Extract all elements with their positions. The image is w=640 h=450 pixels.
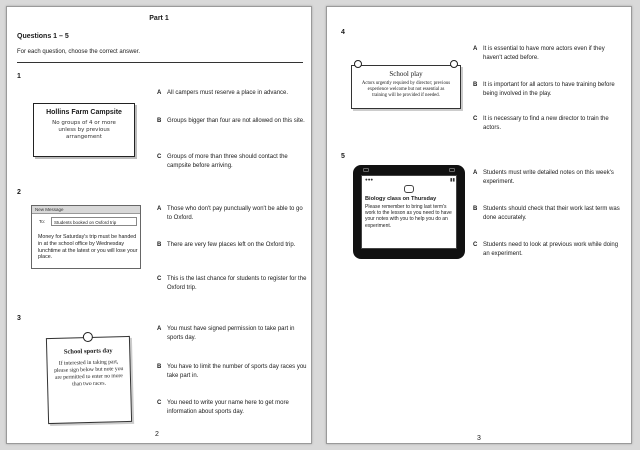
phone-screen (361, 175, 457, 249)
email-to-label: To: (39, 219, 46, 224)
page-number: 2 (155, 431, 159, 438)
email-window-title: New Message (32, 206, 140, 214)
instructions: For each question, choose the correct answer. (17, 49, 141, 55)
phone-message-body: Please remember to bring last term's work to the lesson as you need to have your notes with you to help you do an experiment. (365, 204, 452, 229)
email-window (31, 205, 141, 269)
question-4-option-a[interactable]: A It is essential to have more actors even if they haven't acted before. (473, 46, 605, 61)
question-3-option-b[interactable]: B You have to limit the number of sports day races you take part in. (157, 364, 307, 379)
question-5-option-c[interactable]: C Students need to look at previous work while doing an experiment. (473, 242, 619, 257)
question-2-option-c[interactable]: C This is the last chance for students to register for the Oxford trip. (157, 276, 307, 291)
question-3-number: 3 (17, 315, 21, 322)
question-3-option-c[interactable]: C You need to write your name here to get more information about sports day. (157, 400, 289, 415)
question-1-option-c[interactable]: C Groups of more than three should contact the campsite before arriving. (157, 154, 288, 169)
question-4-option-b[interactable]: B It is important for all actors to have training before being involved in the play. (473, 82, 615, 97)
question-2-option-a[interactable]: A Those who don't pay punctually won't be able to go to Oxford. (157, 206, 303, 221)
question-5-option-b[interactable]: B Students should check that their work last term was done accurately. (473, 206, 620, 221)
pushpin-icon (354, 60, 362, 68)
question-3-option-a[interactable]: A You must have signed permission to take part in sports day. (157, 326, 295, 341)
page-number: 3 (477, 435, 481, 442)
question-5-number: 5 (341, 153, 345, 160)
phone-status-bar: ●●● ▮▮ (365, 177, 455, 182)
question-1-option-a[interactable]: A All campers must reserve a place in advance. (157, 90, 289, 96)
phone-message-title: Biology class on Thursday (365, 196, 437, 202)
question-4-number: 4 (341, 29, 345, 36)
divider (17, 62, 303, 63)
phone-speaker-icon (363, 168, 369, 172)
school-play-body: Actors urgently required by director; previous experience welcome but not essential as training will be provided if needed. (361, 81, 451, 98)
school-play-title: School play (389, 70, 423, 78)
sports-day-title: School sports day (63, 347, 113, 356)
campsite-sign (33, 103, 135, 157)
question-4-option-c[interactable]: C It is necessary to find a new director to train the actors. (473, 116, 609, 131)
home-icon (404, 185, 414, 193)
phone-camera-icon (449, 168, 455, 172)
part-title: Part 1 (149, 15, 169, 22)
question-1-option-b[interactable]: B Groups bigger than four are not allowed on this site. (157, 118, 305, 124)
sports-day-notice (46, 336, 132, 424)
school-play-notice (351, 65, 461, 109)
question-5-option-a[interactable]: A Students must write detailed notes on this week's experiment. (473, 170, 614, 185)
sports-day-body: If interested in taking part, please sign below but note you are permitted to enter no more than two races. (54, 359, 124, 388)
campsite-sign-body: No groups of 4 or more unless by previous arrangement (52, 120, 116, 140)
email-to-field: Students booked on Oxford trip (51, 217, 137, 226)
question-1-number: 1 (17, 73, 21, 80)
pushpin-icon (83, 332, 93, 342)
question-2-number: 2 (17, 189, 21, 196)
page-left (6, 6, 312, 444)
campsite-sign-title: Hollins Farm Campsite (46, 109, 122, 116)
page-right (326, 6, 632, 444)
questions-heading: Questions 1 – 5 (17, 33, 69, 40)
email-body: Money for Saturday's trip must be handed in at the school office by Wednesday lunchtime at the latest or you will lose your place. (38, 234, 138, 261)
phone-notice (353, 165, 465, 259)
question-2-option-b[interactable]: B There are very few places left on the Oxford trip. (157, 242, 296, 248)
pushpin-icon (450, 60, 458, 68)
